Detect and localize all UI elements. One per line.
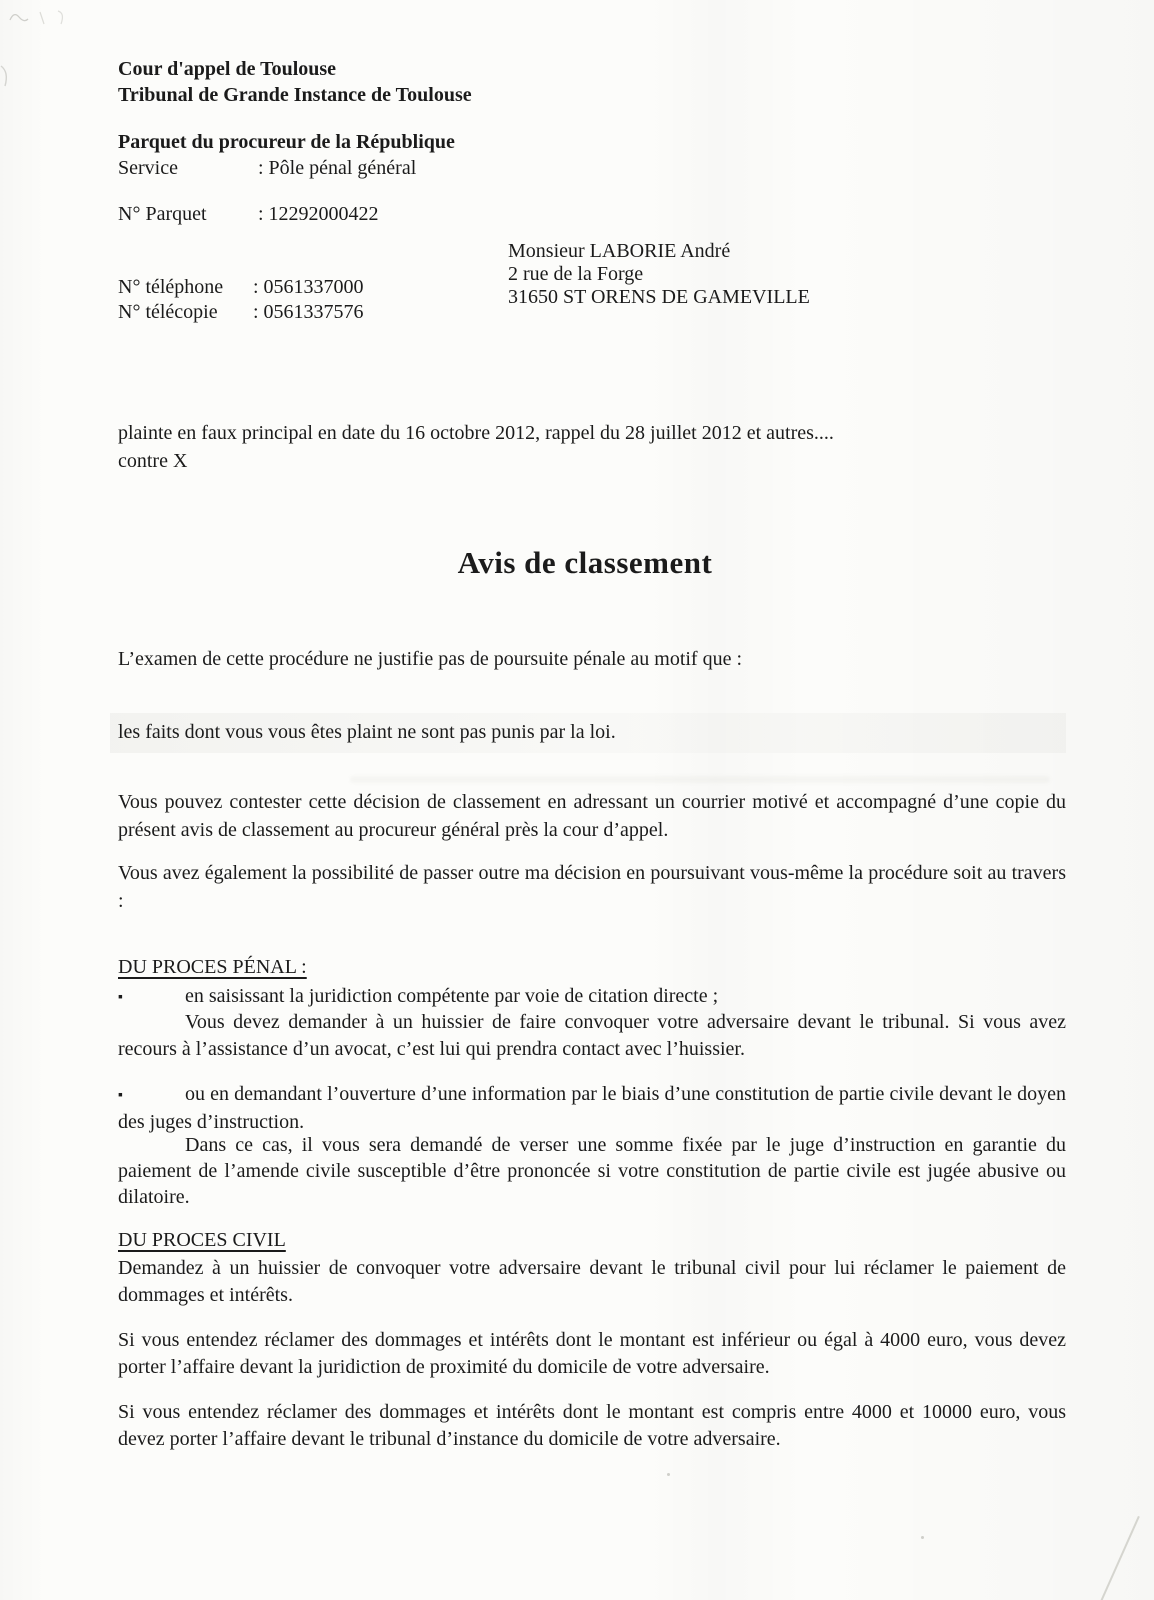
scan-smudge-artifact — [350, 776, 1050, 783]
parquet-number-row — [118, 202, 379, 227]
phone-value: : 0561337000 — [253, 276, 364, 298]
court-line-1: Cour d'appel de Toulouse — [118, 58, 337, 80]
civil-paragraph-2: Si vous entendez réclamer des dommages et intérêts dont le montant est inférieur ou égal à 4000 euro, vous devez porter l’affaire devant la juridiction de proximité du domicile de votre adversaire. — [118, 1329, 1066, 1378]
fax-value: : 0561337576 — [253, 301, 364, 323]
scan-dot-artifact — [667, 1473, 670, 1476]
recipient-street: 2 rue de la Forge — [508, 263, 644, 285]
recipient-city: 31650 ST ORENS DE GAMEVILLE — [508, 286, 810, 308]
service-value: : Pôle pénal général — [258, 157, 417, 179]
parquet-number-value: : 12292000422 — [258, 203, 379, 225]
document-title: Avis de classement — [457, 545, 713, 580]
court-line-2: Tribunal de Grande Instance de Toulouse — [118, 84, 472, 106]
scan-diagonal-line-artifact — [1098, 1516, 1139, 1600]
fax-label: N° télécopie — [118, 301, 218, 323]
penal-bullet-2-detail: Dans ce cas, il vous sera demandé de verser une somme fixée par le juge d’instruction en garantie du paiement de l’amende civile susceptible d’être prononcée si votre constitution de partie civile est jugée abusive ou dilatoire. — [118, 1134, 1066, 1208]
scan-dot-artifact — [921, 1536, 924, 1539]
penal-bullet-2-text: ou en demandant l’ouverture d’une information par le biais d’une constitution de partie civile devant le doyen des juges d’instruction. — [118, 1083, 1066, 1133]
penal-bullet-1-detail: Vous devez demander à un huissier de faire convoquer votre adversaire devant le tribunal. Si vous avez recours à l’assistance d’un avocat, c’est lui qui prendra contact avec l’huissier. — [118, 1011, 1066, 1060]
penal-bullet-1 — [118, 982, 1066, 1012]
parquet-title: Parquet du procureur de la République — [118, 131, 455, 153]
recipient-address — [508, 240, 810, 309]
bullet-square-icon: ▪ — [118, 1088, 123, 1103]
phone-row — [118, 275, 364, 300]
fax-row — [118, 300, 364, 325]
pencil-scribble-artifact — [6, 4, 86, 34]
penal-bullet-2 — [118, 1081, 1066, 1135]
intro-paragraph: L’examen de cette procédure ne justifie pas de poursuite pénale au motif que : — [118, 648, 743, 670]
service-label: Service — [118, 157, 178, 179]
service-row — [118, 156, 416, 181]
motif-paragraph: les faits dont vous vous êtes plaint ne sont pas punis par la loi. — [110, 713, 1066, 753]
alternative-paragraph: Vous avez également la possibilité de passer outre ma décision en poursuivant vous-même la procédure soit au travers : — [118, 862, 1066, 912]
court-header — [118, 56, 472, 108]
contact-block — [118, 275, 364, 325]
bullet-square-icon: ▪ — [118, 990, 123, 1005]
parquet-number-label: N° Parquet — [118, 203, 207, 225]
penal-bullet-1-text: en saisissant la juridiction compétente par voie de citation directe ; — [185, 985, 719, 1007]
contest-paragraph: Vous pouvez contester cette décision de classement en adressant un courrier motivé et accompagné d’une copie du présent avis de classement au procureur général près la cour d’appel. — [118, 791, 1066, 841]
edge-mark-artifact — [0, 62, 14, 88]
civil-paragraph-1: Demandez à un huissier de convoquer votre adversaire devant le tribunal civil pour lui réclamer le paiement de dommages et intérêts. — [118, 1257, 1066, 1306]
case-reference-line1: plainte en faux principal en date du 16 octobre 2012, rappel du 28 juillet 2012 et autres.... — [118, 422, 834, 444]
case-reference-line2: contre X — [118, 450, 188, 472]
phone-label: N° téléphone — [118, 276, 224, 298]
civil-paragraph-3: Si vous entendez réclamer des dommages et intérêts dont le montant est compris entre 4000 et 10000 euro, vous devez porter l’affaire devant le tribunal d’instance du domicile de votre adversaire. — [118, 1401, 1066, 1450]
case-reference — [118, 419, 1078, 475]
civil-section-heading: DU PROCES CIVIL — [118, 1229, 286, 1251]
penal-section-heading: DU PROCES PÉNAL : — [118, 956, 307, 978]
recipient-name: Monsieur LABORIE André — [508, 240, 731, 262]
